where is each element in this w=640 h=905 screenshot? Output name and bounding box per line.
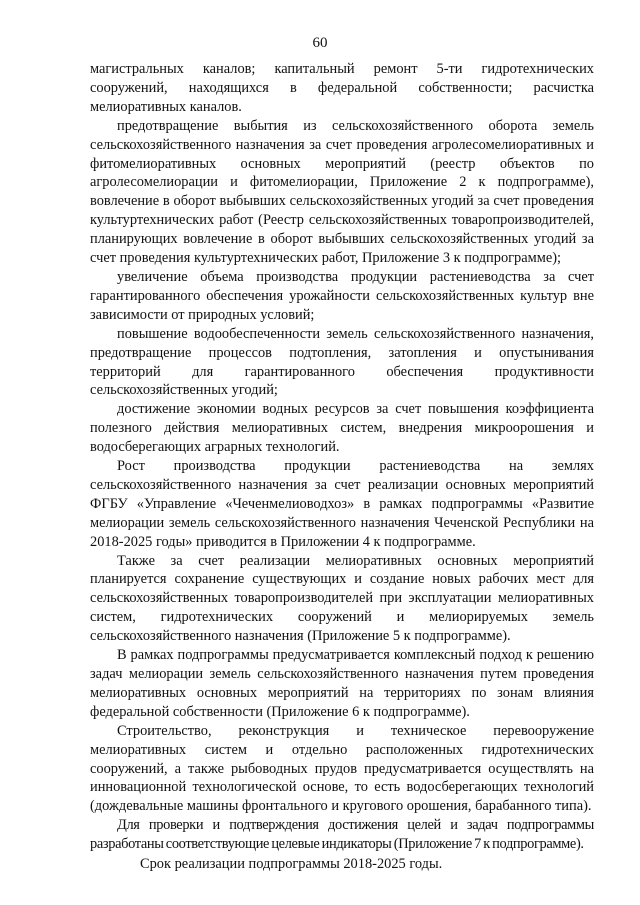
paragraph-prevent-land-withdrawal: предотвращение выбытия из сельскохозяйственного оборота земель сельскохозяйственного назначения за счет проведения агролесомелиоративных и фитомелиоративных основных мероприятий (реестр объектов по агролесомелиорации и фитомелиорации, Приложение 2 к подпрограмме), вовлечение в оборот выбывших сельскохозяйственных угодий за счет проведения культуртехнических работ (Реестр сельскохозяйственных товаропроизводителей, планирующих вовлечение в оборот выбывших сельскохозяйственных угодий за счет проведения культуртехнических работ, Приложение 3 к подпрограмме); [90, 117, 594, 267]
document-body [90, 60, 594, 874]
paragraph-water-supply: повышение водообеспеченности земель сельскохозяйственного назначения, предотвращение процессов подтопления, затопления и опустынивания территорий для гарантированного обеспечения продуктивности сельскохозяйственных угодий; [90, 325, 594, 399]
paragraph-increase-crop-production: увеличение объема производства продукции растениеводства за счет гарантированного обеспечения урожайности сельскохозяйственных культур вне зависимости от природных условий; [90, 268, 594, 323]
paragraph-production-growth: Рост производства продукции растениеводства на землях сельскохозяйственного назначения за счет реализации основных мероприятий ФГБУ «Управление «Чеченмелиоводхоз» в рамках подпрограммы «Развитие мелиорации земель сельскохозяйственного назначения Чеченской Республики на 2018-2025 годы» приводится в Приложении 4 к подпрограмме. [90, 458, 594, 550]
paragraph-target-indicators: Для проверки и подтверждения достижения целей и задач подпрограммы разработаны соответствующие целевые индикаторы (Приложение 7 к подпрограмме). [90, 817, 594, 853]
page-number: 60 [312, 35, 328, 51]
paragraph-construction: Строительство, реконструкция и техническое перевооружение мелиоративных систем и отдельно расположенных гидротехнических сооружений, а также рыбоводных прудов предусматривается осуществлять на инновационной технологической основе, то есть водосберегающих технологий (дождевальные машины фронтального и кругового орошения, барабанного типа). [90, 722, 594, 815]
paragraph-water-saving: достижение экономии водных ресурсов за счет повышения коэффициента полезного действия мелиоративных систем, внедрения микроорошения и водосберегающих аграрных технологий. [90, 401, 594, 456]
paragraph-jobs: Также за счет реализации мелиоративных основных мероприятий планируется сохранение существующих и создание новых рабочих мест для сельскохозяйственных товаропроизводителей при эксплуатации мелиоративных систем, гидротехнических сооружений и мелиорируемых земель сельскохозяйственного назначения (Приложение 5 к подпрограмме). [90, 552, 594, 645]
paragraph-complex-approach: В рамках подпрограммы предусматривается комплексный подход к решению задач мелиорации земель сельскохозяйственного назначения путем проведения мелиоративных основных мероприятий на территориях по зонам влияния федеральной собственности (Приложение 6 к подпрограмме). [90, 647, 594, 720]
paragraph-implementation-period: Срок реализации подпрограммы 2018-2025 годы. [140, 856, 443, 873]
paragraph-main-canals: магистральных каналов; капитальный ремонт 5-ти гидротехнических сооружений, находящихся в федеральной собственности; расчистка мелиоративных каналов. [90, 61, 594, 115]
